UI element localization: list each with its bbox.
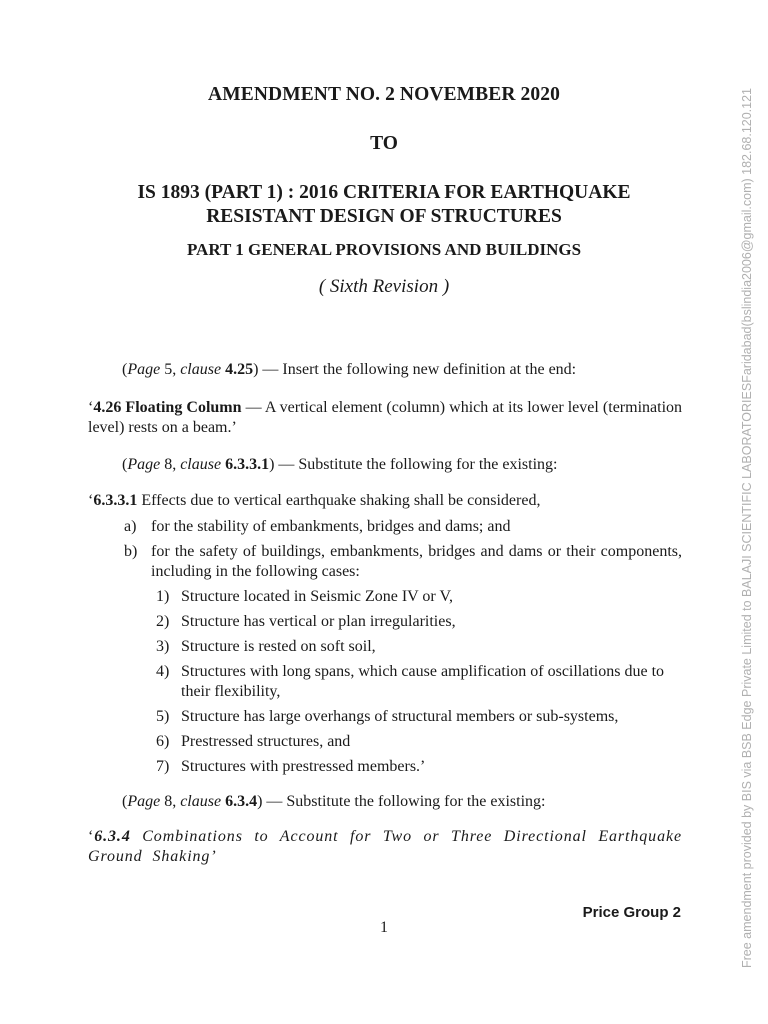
standard-title-line-1: IS 1893 (PART 1) : 2016 CRITERIA FOR EARTHQUAKE [137, 182, 631, 203]
list-text: for the stability of embankments, bridges and dams; and [151, 518, 511, 535]
list-item-7 [156, 757, 682, 777]
list-item-4 [156, 662, 682, 702]
list-text: Structures with prestressed members.’ [181, 758, 426, 775]
list-label: a) [124, 518, 137, 535]
revision-note: ( Sixth Revision ) [318, 276, 450, 297]
clause-number-ref: 4.25 [221, 361, 254, 378]
clause-6-3-3-1 [88, 491, 682, 511]
instruction-clause-4-25 [122, 360, 682, 380]
standard-title-line-2: RESISTANT DESIGN OF STRUCTURES [206, 206, 562, 227]
page-number-ref: 5, [160, 361, 181, 378]
list-text: Structures with long spans, which cause amplification of oscillations due to their flexibility, [181, 663, 665, 700]
definition-body: — A vertical element (column) which at its lower level (termination level) rests on a beam.’ [88, 399, 683, 436]
list-text: Structure has large overhangs of structural members or sub-systems, [181, 708, 619, 725]
clause-number: 6.3.3.1 [93, 492, 138, 509]
clause-word: clause [180, 456, 222, 473]
clause-text: Effects due to vertical earthquake shaking shall be considered, [137, 492, 541, 509]
page-word: Page [127, 361, 161, 378]
list-text: Structure is rested on soft soil, [181, 638, 376, 655]
list-item-a [124, 517, 682, 537]
instruction-text: ) — Substitute the following for the existing: [269, 456, 558, 473]
list-label: 4) [156, 663, 170, 680]
page-number-ref: 8, [160, 793, 181, 810]
definition-heading: 4.26 Floating Column [93, 399, 242, 416]
price-group: Price Group 2 [582, 904, 681, 921]
list-text: for the safety of buildings, embankments, bridges and dams or their components, including in the following cases: [151, 543, 682, 580]
list-label: 3) [156, 638, 170, 655]
amendment-title: AMENDMENT NO. 2 NOVEMBER 2020 [208, 84, 560, 105]
definition-4-26 [88, 398, 682, 438]
page-number: 1 [380, 919, 388, 936]
clause-number-ref: 6.3.3.1 [221, 456, 270, 473]
list-item-3 [156, 637, 682, 657]
list-item-2 [156, 612, 682, 632]
list-label: 5) [156, 708, 170, 725]
open-quote: ‘ [88, 399, 94, 416]
list-label: 1) [156, 588, 170, 605]
instruction-clause-6-3-3-1 [122, 455, 682, 475]
paren-open: ( [122, 456, 128, 473]
clause-number: 6.3.4 [94, 828, 131, 845]
list-item-b [124, 542, 682, 582]
license-watermark: Free amendment provided by BIS via BSB Edge Private Limited to BALAJI SCIENTIFIC LABORATORIESFaridabad(bslindia2006@gmail.com) 182.68.120.121 [740, 87, 754, 968]
standard-title [0, 181, 768, 229]
clause-word: clause [180, 361, 222, 378]
clause-number-ref: 6.3.4 [221, 793, 258, 810]
instruction-text: ) — Substitute the following for the existing: [257, 793, 546, 810]
list-label: 2) [156, 613, 170, 630]
part-title: PART 1 GENERAL PROVISIONS AND BUILDINGS [186, 240, 582, 259]
instruction-text: ) — Insert the following new definition at the end: [253, 361, 577, 378]
clause-word: clause [180, 793, 222, 810]
list-text: Structure has vertical or plan irregularities, [181, 613, 456, 630]
paren-open: ( [122, 361, 128, 378]
list-item-1 [156, 587, 682, 607]
open-quote: ‘ [88, 492, 94, 509]
instruction-clause-6-3-4 [122, 792, 682, 812]
list-label: 7) [156, 758, 170, 775]
list-item-6 [156, 732, 682, 752]
page-number-ref: 8, [160, 456, 181, 473]
list-text: Prestressed structures, and [181, 733, 351, 750]
page-word: Page [127, 456, 161, 473]
clause-6-3-4 [88, 827, 682, 867]
to-heading: TO [370, 133, 398, 154]
list-item-5 [156, 707, 682, 727]
list-text: Structure located in Seismic Zone IV or V, [181, 588, 453, 605]
clause-title: Combinations to Account for Two or Three Directional Earthquake Ground Shaking’ [88, 828, 682, 865]
paren-open: ( [122, 793, 128, 810]
list-label: 6) [156, 733, 170, 750]
page-word: Page [127, 793, 161, 810]
open-quote: ‘ [88, 828, 95, 845]
list-label: b) [124, 543, 138, 560]
